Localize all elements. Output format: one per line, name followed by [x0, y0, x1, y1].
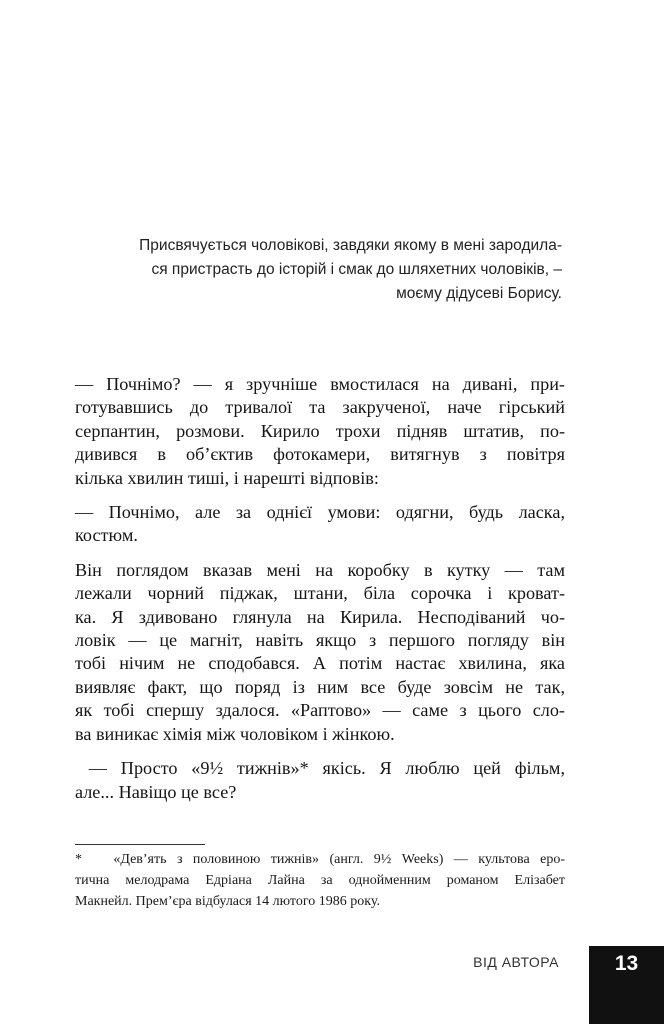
text-line: — Почнімо, але за однієї умови: одягни, будь ласка, — [75, 502, 565, 523]
dedication-line: моєму дідусеві Борису. — [396, 285, 562, 302]
paragraph — [75, 373, 565, 490]
running-head: ВІД АВТОРА — [473, 954, 559, 970]
text-line: лежали чорний піджак, штани, біла сорочка і кроват- — [75, 583, 565, 604]
footnote-line: * «Дев’ять з половиною тижнів» (англ. 9½ Weeks) — культова еро- — [75, 852, 565, 867]
text-line: ловік — це магніт, навіть якщо з першого погляду він — [75, 630, 565, 651]
body-text — [75, 373, 565, 815]
text-line: ка. Я здивовано глянула на Кирила. Несподіваний чо- — [75, 606, 565, 627]
paragraph — [75, 559, 565, 746]
text-line: виявляє факт, що поряд із ним все буде зовсім не так, — [75, 676, 565, 697]
footnote-line: Макнейл. Прем’єра відбулася 14 лютого 1986 року. — [75, 894, 380, 909]
text-line: серпантин, розмови. Кирило трохи підняв штатив, по- — [75, 420, 565, 441]
text-line: як тобі спершу здалося. «Раптово» — саме з цього сло- — [75, 700, 565, 721]
text-line: костюм. — [75, 525, 138, 546]
page-number: 13 — [589, 946, 664, 1024]
footnote-line: тична мелодрама Едріана Лайна за однойменним романом Елізабет — [75, 873, 565, 888]
dedication-line: Присвячується чоловікові, завдяки якому в мені зародила- — [139, 237, 562, 254]
text-line: ва виникає хімія між чоловіком і жінкою. — [75, 723, 395, 744]
dedication — [92, 234, 562, 306]
footnote — [75, 849, 565, 912]
text-line: кілька хвилин тиші, і нарешті відповів: — [75, 467, 379, 488]
paragraph — [75, 501, 565, 548]
text-line: — Просто «9½ тижнів»* якісь. Я люблю цей фільм, — [75, 758, 565, 779]
text-line: Він поглядом вказав мені на коробку в кутку — там — [75, 559, 565, 580]
footnote-divider — [75, 844, 205, 845]
paragraph — [75, 757, 565, 804]
text-line: але... Навіщо це все? — [75, 781, 237, 802]
text-line: тобі нічим не сподобався. А потім настає хвилина, яка — [75, 653, 565, 674]
text-line: дивився в об’єктив фотокамери, витягнув з повітря — [75, 444, 565, 465]
dedication-line: ся пристрасть до історій і смак до шляхетних чоловіків, – — [151, 261, 562, 278]
text-line: — Почнімо? — я зручніше вмостилася на дивані, при- — [75, 374, 565, 394]
text-line: готувавшись до тривалої та закрученої, наче гірський — [75, 397, 565, 418]
